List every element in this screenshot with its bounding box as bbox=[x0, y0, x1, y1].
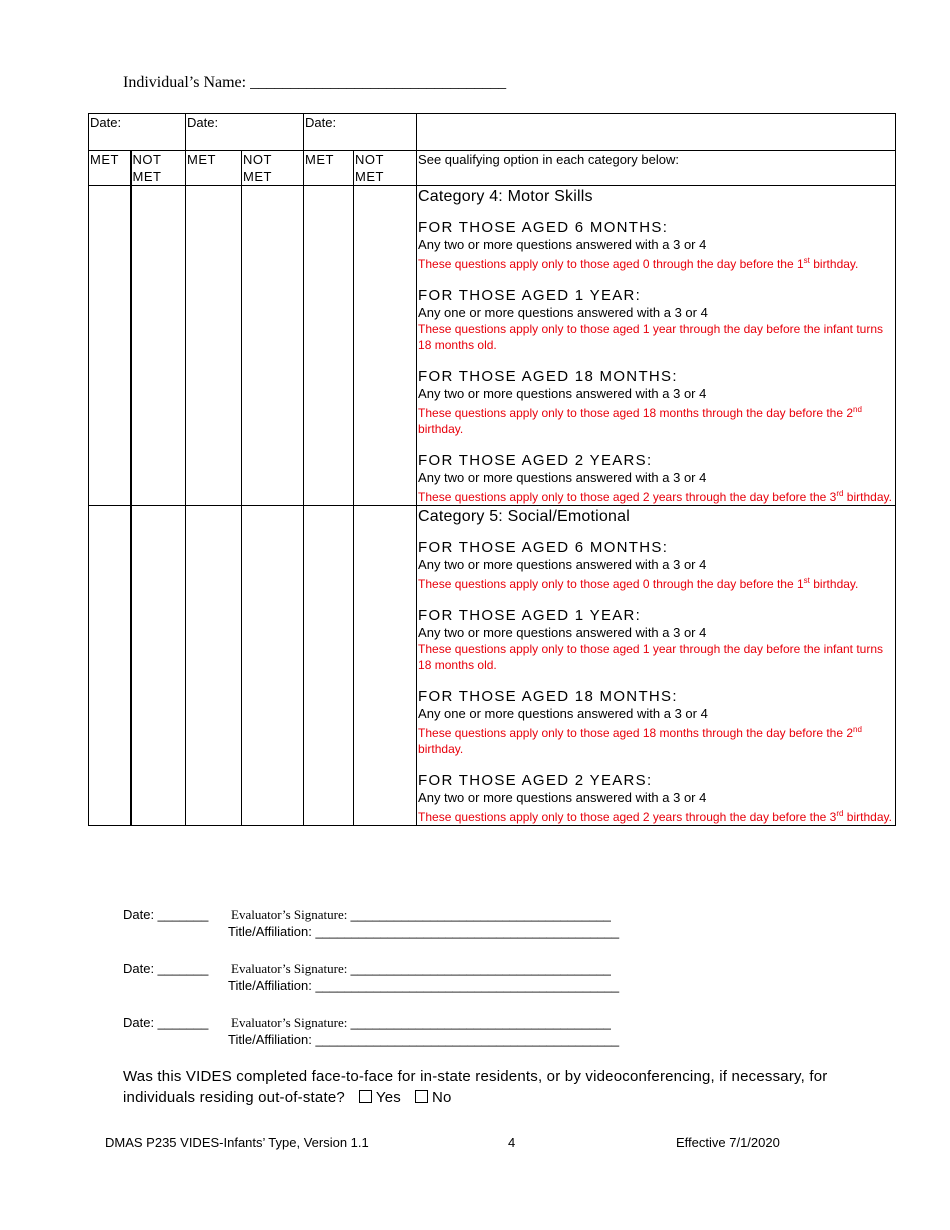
met-header: MET bbox=[186, 151, 242, 186]
individual-name-field[interactable] bbox=[123, 74, 506, 92]
age-block bbox=[418, 368, 893, 437]
age-rule: Any one or more questions answered with a 3 or 4 bbox=[418, 706, 708, 721]
evaluator-signature-block bbox=[123, 1014, 619, 1048]
instruction-header: See qualifying option in each category below: bbox=[417, 151, 896, 186]
title-label: Title/Affiliation: bbox=[228, 924, 316, 939]
category-title: Category 5: Social/Emotional bbox=[418, 508, 630, 525]
no-label: No bbox=[432, 1089, 452, 1106]
not-met-header: NOT MET bbox=[131, 151, 186, 186]
not-met-checkbox-cell[interactable] bbox=[242, 186, 304, 506]
not-met-checkbox-cell[interactable] bbox=[242, 506, 304, 826]
met-header: MET bbox=[89, 151, 131, 186]
not-met-checkbox-cell[interactable] bbox=[354, 506, 417, 826]
category-description bbox=[417, 506, 896, 826]
age-note: These questions apply only to those aged 2 years through the day before the 3rd birthday. bbox=[418, 809, 892, 824]
age-block bbox=[418, 287, 893, 353]
question-text: Was this VIDES completed face-to-face for in-state residents, or by videoconferencing, if necessary, for individuals residing out-of-state? bbox=[123, 1068, 828, 1106]
age-block bbox=[418, 607, 893, 673]
title-label: Title/Affiliation: bbox=[228, 1032, 316, 1047]
age-heading: FOR THOSE AGED 18 MONTHS: bbox=[418, 688, 678, 705]
sig-blank[interactable]: ____________________________________ bbox=[350, 1015, 611, 1030]
age-rule: Any two or more questions answered with a 3 or 4 bbox=[418, 557, 707, 572]
age-block bbox=[418, 539, 893, 592]
face-to-face-question bbox=[123, 1066, 863, 1108]
age-note: These questions apply only to those aged 1 year through the day before the infant turns 18 months old. bbox=[418, 322, 884, 352]
form-id: DMAS P235 VIDES-Infants’ Type, Version 1.1 bbox=[105, 1135, 369, 1150]
age-rule: Any two or more questions answered with a 3 or 4 bbox=[418, 470, 707, 485]
date-cell-2[interactable]: Date: bbox=[186, 114, 304, 151]
sig-date-field[interactable]: Date: _______ bbox=[123, 907, 209, 922]
sig-label: Evaluator’s Signature: bbox=[231, 1015, 351, 1030]
age-rule: Any two or more questions answered with a 3 or 4 bbox=[418, 625, 707, 640]
age-block bbox=[418, 772, 893, 825]
age-note: These questions apply only to those aged 18 months through the day before the 2nd birthday. bbox=[418, 725, 862, 756]
met-checkbox-cell[interactable] bbox=[89, 186, 131, 506]
met-checkbox-cell[interactable] bbox=[89, 506, 131, 826]
met-checkbox-cell[interactable] bbox=[304, 506, 354, 826]
effective-date: Effective 7/1/2020 bbox=[676, 1135, 780, 1150]
age-note: These questions apply only to those aged 0 through the day before the 1st birthday. bbox=[418, 256, 859, 271]
age-heading: FOR THOSE AGED 2 YEARS: bbox=[418, 452, 653, 469]
age-heading: FOR THOSE AGED 18 MONTHS: bbox=[418, 368, 678, 385]
title-blank[interactable]: __________________________________________ bbox=[315, 924, 620, 939]
age-heading: FOR THOSE AGED 2 YEARS: bbox=[418, 772, 653, 789]
age-heading: FOR THOSE AGED 1 YEAR: bbox=[418, 607, 642, 624]
sig-blank[interactable]: ____________________________________ bbox=[350, 907, 611, 922]
eligibility-table bbox=[88, 113, 896, 826]
date-blank-cell bbox=[417, 114, 896, 151]
age-heading: FOR THOSE AGED 1 YEAR: bbox=[418, 287, 642, 304]
not-met-checkbox-cell[interactable] bbox=[131, 186, 186, 506]
age-note: These questions apply only to those aged 1 year through the day before the infant turns 18 months old. bbox=[418, 642, 884, 672]
age-note: These questions apply only to those aged 2 years through the day before the 3rd birthday. bbox=[418, 489, 892, 504]
sig-blank[interactable]: ____________________________________ bbox=[350, 961, 611, 976]
age-heading: FOR THOSE AGED 6 MONTHS: bbox=[418, 219, 669, 236]
age-rule: Any two or more questions answered with a 3 or 4 bbox=[418, 790, 707, 805]
sig-date-field[interactable]: Date: _______ bbox=[123, 1015, 209, 1030]
category-title: Category 4: Motor Skills bbox=[418, 188, 593, 205]
sig-date-field[interactable]: Date: _______ bbox=[123, 961, 209, 976]
not-met-checkbox-cell[interactable] bbox=[354, 186, 417, 506]
age-heading: FOR THOSE AGED 6 MONTHS: bbox=[418, 539, 669, 556]
category-description bbox=[417, 186, 896, 506]
evaluator-signature-block bbox=[123, 960, 619, 994]
age-rule: Any one or more questions answered with a 3 or 4 bbox=[418, 305, 708, 320]
page-number: 4 bbox=[508, 1135, 516, 1150]
category-row bbox=[89, 186, 896, 506]
yes-checkbox[interactable] bbox=[359, 1090, 372, 1103]
met-checkbox-cell[interactable] bbox=[304, 186, 354, 506]
age-block bbox=[418, 688, 893, 757]
not-met-header: NOT MET bbox=[242, 151, 304, 186]
age-note: These questions apply only to those aged 0 through the day before the 1st birthday. bbox=[418, 576, 859, 591]
age-block bbox=[418, 219, 893, 272]
no-checkbox[interactable] bbox=[415, 1090, 428, 1103]
met-checkbox-cell[interactable] bbox=[186, 506, 242, 826]
title-blank[interactable]: __________________________________________ bbox=[315, 978, 620, 993]
name-blank[interactable]: ________________________________ bbox=[250, 74, 507, 91]
age-block bbox=[418, 452, 893, 505]
evaluator-signature-block bbox=[123, 906, 619, 940]
age-rule: Any two or more questions answered with a 3 or 4 bbox=[418, 386, 707, 401]
age-note: These questions apply only to those aged 18 months through the day before the 2nd birthday. bbox=[418, 405, 862, 436]
sig-label: Evaluator’s Signature: bbox=[231, 907, 351, 922]
met-header: MET bbox=[304, 151, 354, 186]
met-checkbox-cell[interactable] bbox=[186, 186, 242, 506]
date-cell-1[interactable]: Date: bbox=[89, 114, 186, 151]
title-blank[interactable]: __________________________________________ bbox=[315, 1032, 620, 1047]
not-met-checkbox-cell[interactable] bbox=[131, 506, 186, 826]
age-rule: Any two or more questions answered with a 3 or 4 bbox=[418, 237, 707, 252]
not-met-header: NOT MET bbox=[354, 151, 417, 186]
sig-label: Evaluator’s Signature: bbox=[231, 961, 351, 976]
name-label: Individual’s Name: bbox=[123, 74, 251, 91]
yes-label: Yes bbox=[375, 1089, 401, 1106]
title-label: Title/Affiliation: bbox=[228, 978, 316, 993]
date-cell-3[interactable]: Date: bbox=[304, 114, 417, 151]
category-row bbox=[89, 506, 896, 826]
